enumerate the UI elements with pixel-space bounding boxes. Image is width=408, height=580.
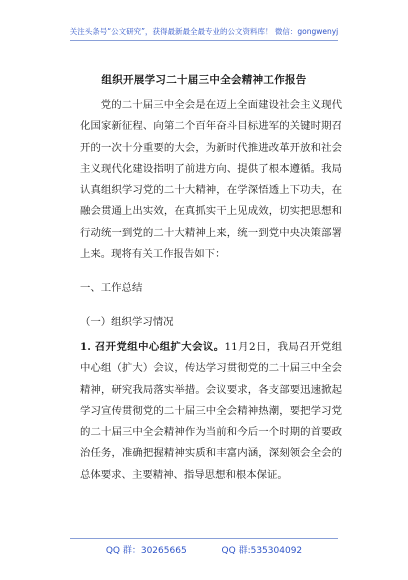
footer <box>0 543 408 556</box>
header-divider <box>70 40 338 41</box>
header-banner: 关注头条号“公文研究”，获得最新最全最专业的公文资料库！ 微信：gongwenyj <box>69 27 339 36</box>
item-lead: 1. 召开党组中心组扩大会议。 <box>80 341 225 353</box>
footer-qq-group-2: QQ 群:535304092 <box>221 546 303 556</box>
footer-qq-group-1: QQ 群：30265665 <box>105 546 187 556</box>
item-body: 11月2日，我局召开党组中心组（扩大）会议，传达学习贯彻党的二十届三中全会精神，研究我局落实举措。会议要求，各支部要迅速掀起学习宣传贯彻党的二十届三中全会精神热潮，要把学习党的二十届三中全会精神作为当前和今后一个时期的首要政治任务，准确把握精神实质和丰富内涵，深刻领会全会的总体要求、主要精神、指导思想和根本保证。 <box>80 341 342 481</box>
footer-divider <box>70 538 338 539</box>
section-heading: 一、工作总结 <box>80 282 143 294</box>
intro-paragraph: 党的二十届三中全会是在迈上全面建设社会主义现代化国家新征程、向第二个百年奋斗目标进军的关键时期召开的一次十分重要的大会，为新时代推进改革开放和社会主义现代化建设指明了前进方向、提供了根本遵循。我局认真组织学习党的二十大精神，在学深悟透上下功夫，在融会贯通上出实效，在真抓实干上见成效，切实把思想和行动统一到党的二十大精神上来，统一到党中央决策部署上来。现将有关工作报告如下： <box>80 99 342 261</box>
document-title: 组织开展学习二十届三中全会精神工作报告 <box>101 74 307 86</box>
item-paragraph <box>80 337 342 486</box>
subsection-heading: （一）组织学习情况 <box>80 316 174 328</box>
